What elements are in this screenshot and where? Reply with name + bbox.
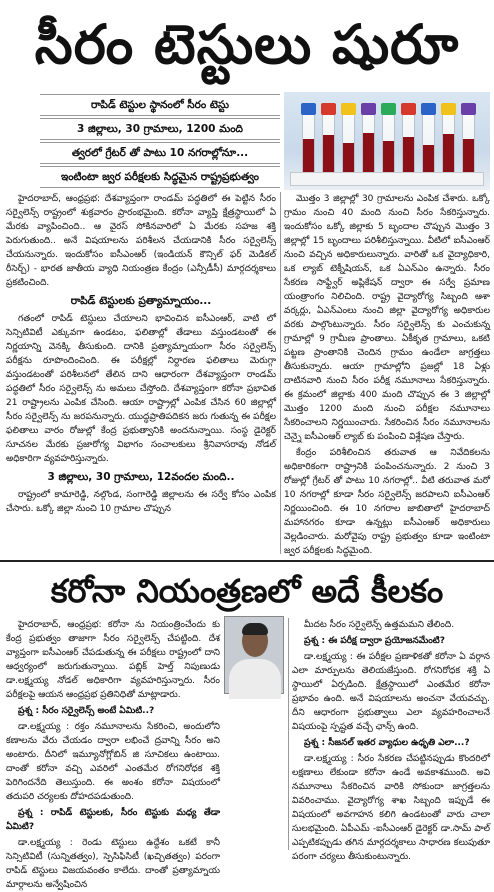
paragraph: రాష్ట్రంలో కామారెడ్డి, నల్గొండ, సంగారెడ్డి జిల్లాలను ఈ సర్వే కోసం ఎంపిక చేసారు. ఒక్కో జిల్లా నుంచి 10 గ్రామాల చొప్పున [6,490,276,514]
paragraph: హైదరాబాద్, ఆంధ్రప్రభ: దేశవ్యాప్తంగా రాండమ్ పద్ధతిలో ఈ పెట్టిన సీరం సర్వైలెన్స్ రాష్ట్రంలో శుక్రవారం ప్రారంభమైంది. కరోనా వ్యాప్తి క్షేత్రస్థాయిలో ఏ మేరకు వ్యాపించింది.. ఆ వైరస్ సోకినవారిలో ఏ మేరకు సహజ శక్తి పెరుగుతుంది.. అనే విషయాలను పరిశీలన చేయడానికి సీరం సర్వైలెన్స్ చేయనున్నారు. ఇందుకోసం ఐసీఎంఆర్ (ఇండియన్ కౌన్సిల్ ఫర్ మెడికల్ రీసెర్చ్) - భారత జాతీయ వ్యాధి నియంత్రణ కేంద్రం (ఎన్సీడీసీ) మార్గదర్శకాలు ప్రకటించింది. [6,194,276,288]
secondary-headline: కరోనా నియంత్రణలో అదే కీలకం [50,572,444,610]
subhead-4: ఇంటింటా జ్వర పరీక్షలకు సిద్ధమైన రాష్ట్రప్రభుత్వం [40,166,280,188]
paragraph: హైదరాబాద్, ఆంధ్రప్రభ: కరోనా ను నియంత్రించేందు కు కేంద్ర ప్రభుత్వం తాజాగా సీరం సర్వైలెన్స్ చేపట్టింది. దేశ వ్యాప్తంగా ఐసీఎంఆర్ చేపడుతున్న ఈ పరీక్షలు రాష్ట్రంలో దాని ఆధ్వర్యంలో జరుగుతున్నాయి. పబ్లిక్ హెల్త్ నిపుణుడు డా.లక్ష్మయ్య నోడల్ అధికారిగా వ్యవహరిస్తున్నారు. సీరం పరీక్షలపై ఆయన ఆంధ్రప్రభ ప్రతినిధితో మాట్లాడారు. [6,620,220,700]
question: ప్రశ్న : సీజనల్ ఇతర వ్యాధుల ఉధృతి ఎలా...? [304,738,470,748]
question: ప్రశ్న : రాపిడ్ టెస్టులకు, సీరం టెస్టుకు మధ్య తేడా ఏమిటి? [6,808,220,832]
interview-left-column [6,618,220,890]
answer: డా.లక్ష్మయ్య : సీరం సేకరణ చేపట్టినప్పుడు కొందరిలో లక్షణాలు లేకుండా కరోనా ఉండే అవకాశముంది. అవి నమూనాలు సేకరించిన వారికి సోకుందా జాగ్రత్తలను వివరించాము. వైద్యారోగ్య శాఖ సిబ్బంది ఇప్పుడే ఈ విషయంలో అవగాహన కలిగి ఉండటంతో వారు చాలా సులభమైంది. ఏపీఎమ్ -ఐసీఎంఆర్ డైరెక్టర్ డా.సామ్ పాల్ ఎప్పటికప్పుడు తగిన మార్గదర్శకాలు సాధారణ కలుపుతూ పరంగా చర్యలు తీసుకుంటున్నారు. [292,754,490,862]
answer: డా.లక్ష్మయ్య : రక్తం నమూనాలను సేకరించి, అందులోని కణాలను వేరు చేయడం ద్వారా లభించే ద్రవాన్ని సీరం అని అంటారు. దీనిలో ఇమ్యూనోగ్లోబిన్ జి సూచికలు ఉంటాయి. దాంతో కరోనా వచ్చి ఎవరిలో ఎంతమేర రోగనిరోధక శక్తి పెరిగిందనేది తెలుస్తుంది. ఈ అంశం కరోనా విషయంలో తదుపరి చర్యలకు దోహదపడుతుంది. [6,722,220,802]
column-divider [288,618,289,850]
subhead-1: రాపిడ్ టెస్టుల స్థానంలో సీరం టెస్టు [40,94,280,116]
question: ప్రశ్న : సీరం సర్వైలెన్స్ అంటే ఏమిటి..? [18,706,155,716]
article-left-column [6,192,276,554]
test-tubes-photo [284,92,490,190]
paragraph: కేంద్రం పరిశీలించిన తరువాత ఆ నివేదికలను అధికారికంగా రాష్ట్రానికి పంపించనున్నారు. 2 నుంచి 3 రోజుల్లో గ్రేటర్ తో పాటు 10 నగరాల్లో.. వీటి తరువాత మరో 10 నగరాల్లో కూడా సీరం సర్వైలెన్స్ జరపాలని ఐసీఎంఆర్ నిర్ణయించింది. ఈ 10 నగరాల జాబితాలో హైదరాబాద్ మహానగరం కూడా ఉన్నట్లు ఐసీఎంఆర్ అధికారులు వెల్లడించారు. మరోవైపు రాష్ట్ర ప్రభుత్వం కూడా ఇంటింటా జ్వర పరీక్షలకు సిద్ధమైంది. [284,448,490,556]
answer: డా.లక్ష్మయ్య : ఈ పరీక్షల ప్రణాళికతో కరోనా ఏ వర్గాన ఎలా మార్పులను తెలియజేస్తుంది. రోగనిరోధక శక్తి ఏ స్థాయిలో ఏర్పడింది. క్షేత్రస్థాయిలో ఎంతమేర కరోనా ప్రభావం ఉంది. అనే విషయాలను అంచనా వేయవచ్చు. దీని ఆధారంగా ప్రభుత్వాలు ఎలా వ్యవహరించాలనే విషయంపై స్పష్టత వచ్చే ఛాన్స్ ఉంది. [292,652,490,732]
interview-right-column [292,618,490,862]
section-kicker: 3 జిల్లాలు, 30 గ్రామాలు, 12వందల మంది.. [47,471,235,483]
paragraph: గతంలో రాపిడ్ టెస్టులు చేయాలని భావించిన ఐసీఎంఆర్, వాటి లో సెన్సిటివిటీ ఎక్కువగా ఉండటం, ఫలితాల్లో తేడాలు వస్తుండటంతో ఈ నిర్ణయాన్ని వెనక్కి తీసుకుంది. దానికి ప్రత్యామ్నాయంగా సీరం సర్వైలెన్స్ పరీక్షను రూపొందించింది. ఈ పరీక్షల్లో నిర్దారణ ఫలితాలు మెరుగ్గా వస్తుండటంతో పరిశీలనలో తేలిన దాని ఆధారంగా దేశవ్యాప్తంగా రాండమ్ పద్ధతిలో సీరం సర్వైలెన్స్ ను అమలు చేస్తోంది. దేశవ్యాప్తంగా కరోనా ప్రభావిత 21 రాష్ట్రాలను ఎంపిక చేసింది. ఆయా రాష్ట్రాల్లో ఎంపిక చేసిన 60 జిల్లాల్లో సీరం సర్వైలెన్స్ ను జరపనున్నారు. యుద్ధప్రాతిపదికన జరు గుతున్న ఈ పరీక్షల ఫలితాలు వారం రోజుల్లో కేంద్ర ప్రభుత్వానికి అందనున్నాయి. సంస్థ డైరెక్టర్ సూచనల మేరకు ప్రజారోగ్య విభాగం సంచాలకులు శ్రీనివాసరావు నోడల్ అధికారిగా వ్యవహరిస్తున్నారు. [6,314,276,464]
section-kicker: రాపిడ్ టెస్టులకు ప్రత్యామ్నాయం... [70,295,212,307]
subhead-3: త్వరలో గ్రేటర్ తో పాటు 10 నగరాల్లోనూ... [40,142,280,164]
column-divider [280,192,281,554]
article-right-column [284,192,490,554]
answer: డా.లక్ష్మయ్య : రెండు టెస్టులు ఉద్దేశం ఒకటే కానీ సెన్సిటివిటీ (సున్నితత్వం), స్పెసిఫిసిటీ (ఖచ్చితత్వం) పరంగా రాపిడ్ టెస్టులు విజయవంతం కాలేదు. దాంతో ప్రత్యామ్నాయ మార్గాలను అన్వేషించిన [6,838,220,890]
section-divider [0,560,494,562]
doctor-portrait [224,616,284,694]
paragraph: మొత్తం 3 జిల్లాల్లో 30 గ్రామాలను ఎంపిక చేశారు. ఒక్కో గ్రామం నుంచి 40 మంది నుంచి సీరం సేకరిస్తున్నారు. ఇందుకోసం ఒక్కో జిల్లాకు 5 బృందాల చొప్పున మొత్తం 3 జిల్లాల్లో 15 బృందాలు పరిశీలిస్తున్నాయి. వీటిలో ఐసీఎంఆర్ నుంచి వచ్చిన అధికారులున్నారు. వారితో ఒక వైద్యాధికారి, ఒక ల్యాబ్ టెక్నీషియన్, ఒక ఏఎన్ఎం ఉన్నారు. సీరం సేకరణ సాఫ్ట్వేర్ అప్లికేషన్ ద్వారా ఈ సర్వే ప్రమాణ యంత్రాంగం నిలిచింది. రాష్ట్ర వైద్యారోగ్య సిబ్బంది ఆశా వర్కర్లు, ఏఎన్ఎంలు నుంచి జిల్లా వైద్యారోగ్య అధికారుల వరకు పాల్గొంటున్నారు. సీరం సర్వైలెన్స్ కు ఎంచుకున్న గ్రామాల్లో 9 గ్రామీణ ప్రాంతాలు. ఏకీకృత గ్రామాలు, ఒకటి పట్టణ ప్రాంతానికి చెందిన గ్రామం ఉండేలా జాగ్రత్తలు తీసుకున్నారు. ఆయా గ్రామాల్లోని ప్రజల్లో 18 ఏళ్లు దాటినవారి నుంచి సీరం పరీక్ష నమూనాలు సేకరిస్తున్నారు. ఈ క్రమంలో జిల్లాకు 400 మంది చొప్పున ఈ 3 జిల్లాల్లో మొత్తం 1200 మంది నుంచి పరీక్షల నమూనాలు సేకరించాలని నిర్ణయించారు. సేకరించిన సీరం నమూనాలను చెన్నై ఐసీఎంఆర్ ల్యాబ్ కు పంపించి విశ్లేషణ చేస్తారు. [284,194,490,442]
subhead-2: 3 జిల్లాలు, 30 గ్రామాలు, 1200 మంది [40,118,280,140]
question: ప్రశ్న : ఈ పరీక్ష ద్వారా ప్రయోజనమేంటి? [304,636,445,646]
main-headline: సీరం టెస్టులు షురూ [34,13,460,76]
paragraph: మీదట సీరం సర్వైలెన్స్ ఉత్తమమని తేలింది. [304,620,455,630]
